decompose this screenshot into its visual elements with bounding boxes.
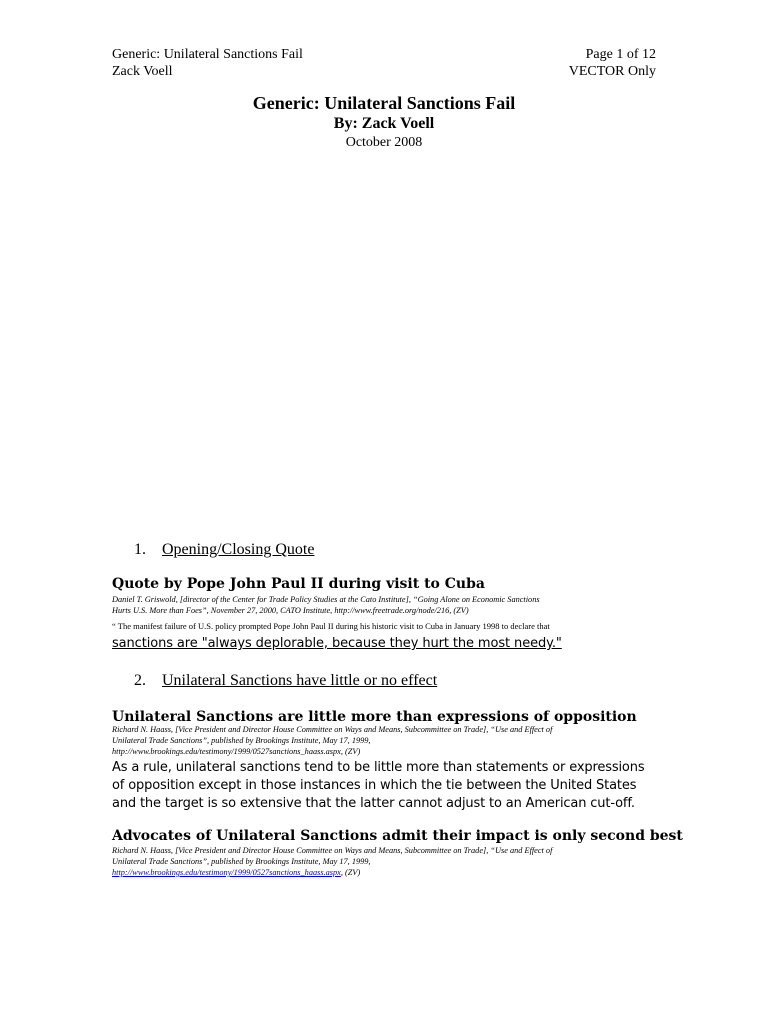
card-tag: Advocates of Unilateral Sanctions admit their impact is only second best	[112, 828, 683, 844]
card-citation	[112, 845, 657, 878]
section-number: 2.	[134, 672, 146, 689]
citation-link[interactable]: http://www.brookings.edu/testimony/1999/0527sanctions_haass.aspx	[112, 868, 341, 877]
header-page-number: Page 1 of 12	[585, 47, 656, 62]
evidence-small-text: The manifest failure of U.S. policy prompted Pope John Paul II during his historic visit to Cuba in January 1998 to declare that	[117, 621, 550, 631]
open-quote-mark: “	[112, 621, 116, 631]
section-label: Unilateral Sanctions have little or no effect	[162, 672, 438, 689]
citation-line: http://www.brookings.edu/testimony/1999/0527sanctions_haass.aspx, (ZV)	[112, 747, 361, 756]
header-distribution: VECTOR Only	[568, 64, 656, 79]
byline: By: Zack Voell	[333, 115, 435, 132]
citation-line: Unilateral Trade Sanctions”, published by Brookings Institute, May 17, 1999,	[112, 736, 371, 745]
card-tag: Quote by Pope John Paul II during visit to Cuba	[112, 576, 485, 592]
card-tag: Unilateral Sanctions are little more than expressions of opposition	[112, 709, 637, 725]
citation-line: Daniel T. Griswold, [director of the Center for Trade Policy Studies at the Cato Institute], “Going Alone on Economic Sanctions	[112, 595, 540, 604]
underlined-evidence: sanctions are "always deplorable, because they hurt the most needy."	[112, 636, 562, 651]
date: October 2008	[345, 135, 423, 150]
citation-suffix: , (ZV)	[340, 868, 361, 877]
citation-line: Richard N. Haass, [Vice President and Director House Committee on Ways and Means, Subcommittee on Trade], “Use and Effect of	[112, 725, 553, 734]
card-citation	[112, 724, 657, 757]
section-number: 1.	[134, 541, 146, 558]
card-evidence-unhighlighted	[112, 620, 657, 632]
citation-line: Unilateral Trade Sanctions”, published by Brookings Institute, May 17, 1999,	[112, 857, 371, 866]
section-heading-1	[134, 540, 314, 560]
card-evidence-underlined	[112, 636, 657, 652]
citation-line	[112, 867, 657, 878]
card-citation	[112, 594, 657, 616]
page-title: Generic: Unilateral Sanctions Fail	[252, 93, 516, 113]
header-author: Zack Voell	[112, 64, 173, 79]
section-label: Opening/Closing Quote	[162, 541, 315, 558]
citation-line: Hurts U.S. More than Foes”, November 27, 2000, CATO Institute, http://www.freetrade.org/node/216, (ZV)	[112, 606, 469, 615]
section-heading-2	[134, 671, 437, 691]
citation-line: Richard N. Haass, [Vice President and Director House Committee on Ways and Means, Subcommittee on Trade], “Use and Effect of	[112, 846, 553, 855]
card-evidence-body: As a rule, unilateral sanctions tend to be little more than statements or expressions of opposition except in those instances in which the tie between the United States and the target is so extensive that the latter cannot adjust to an American cut-off.	[112, 760, 645, 811]
header-doc-title: Generic: Unilateral Sanctions Fail	[112, 47, 303, 62]
